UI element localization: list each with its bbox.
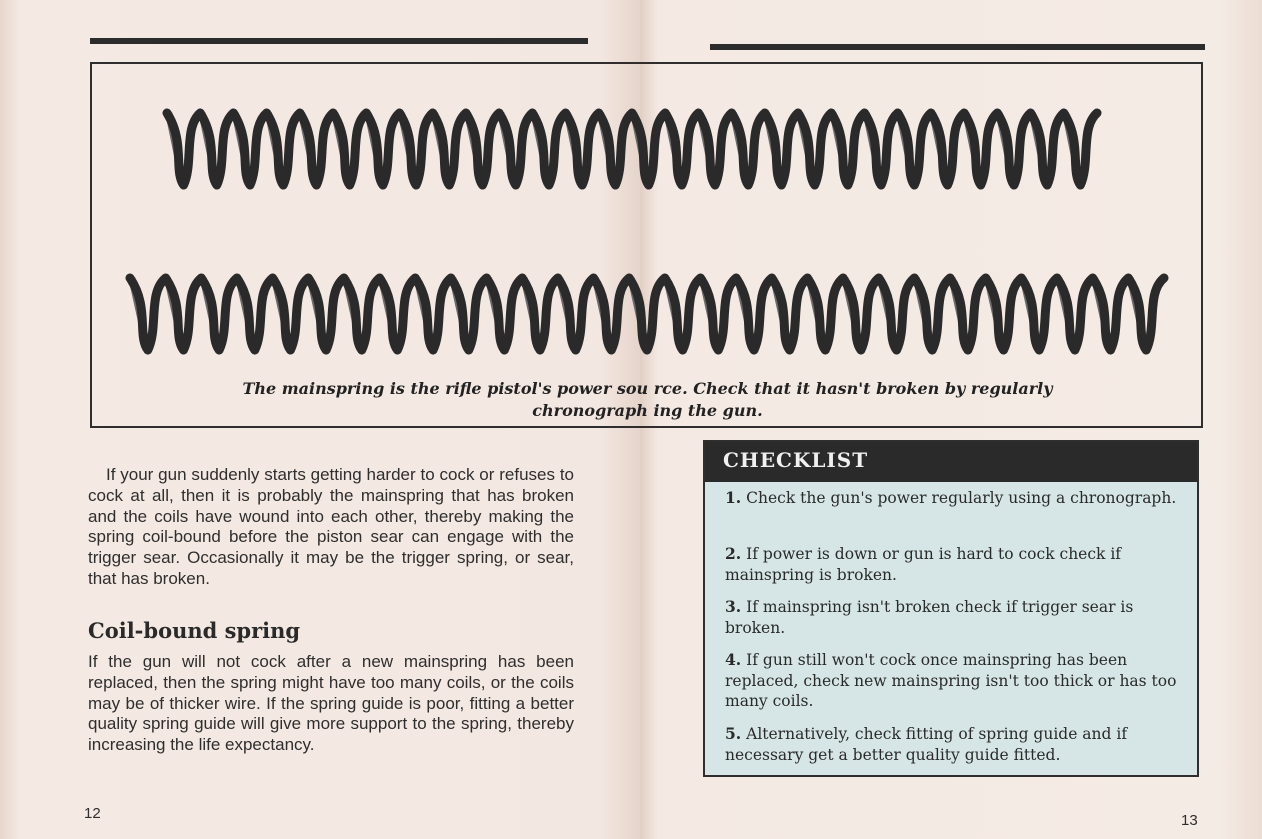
checklist-item-text: Alternatively, check fitting of spring guide and if necessary get a better quality guide fitted. [725, 725, 1128, 764]
page-number-left: 12 [84, 805, 101, 822]
figure-caption [100, 378, 1195, 422]
top-rule-left [90, 38, 588, 44]
checklist-item [725, 724, 1187, 765]
checklist-item-text: If mainspring isn't broken check if trigger sear is broken. [725, 598, 1134, 637]
top-rule-right [710, 44, 1205, 50]
spring-top-image [167, 113, 1097, 185]
checklist-item-number: 5. [725, 724, 742, 743]
mainspring-photo [92, 64, 1201, 426]
checklist-item-text: Check the gun's power regularly using a chronograph. [746, 489, 1177, 507]
checklist-item-number: 4. [725, 650, 742, 669]
body-paragraph-1: If your gun suddenly starts getting harder to cock or refuses to cock at all, then it is probably the mainspring that has broken and the coils have wound into each other, thereby making the spring coil-bound before the piston sear can engage with the trigger sear. Occasionally it may be the trigger spring, or sear, that has broken. [88, 465, 574, 588]
caption-line-2: chronograph ing the gun. [532, 401, 763, 420]
checklist-item-number: 2. [725, 544, 742, 563]
checklist-item-number: 1. [725, 488, 742, 507]
checklist-item [725, 597, 1187, 638]
checklist-item-number: 3. [725, 597, 742, 616]
checklist-item-text: If power is down or gun is hard to cock check if mainspring is broken. [725, 545, 1122, 584]
checklist-item-text: If gun still won't cock once mainspring has been replaced, check new mainspring isn't too thick or has too many coils. [725, 651, 1177, 710]
page-number-right: 13 [1181, 812, 1198, 829]
checklist-box [703, 440, 1199, 777]
checklist-item [725, 650, 1187, 712]
body-paragraph-2: If the gun will not cock after a new mainspring has been replaced, then the spring might have too many coils, or the coils may be of thicker wire. If the spring guide is poor, fitting a better quality spring guide will give more support to the spring, thereby increasing the life expectancy. [88, 652, 574, 755]
spring-figure [90, 62, 1203, 428]
spring-front-coils [167, 113, 1097, 185]
checklist-item [725, 544, 1187, 585]
checklist-item [725, 488, 1187, 509]
checklist-title: CHECKLIST [705, 442, 1197, 482]
spring-front-coils [130, 278, 1164, 350]
section-heading: Coil-bound spring [88, 618, 301, 643]
spring-bottom-image [130, 278, 1164, 350]
caption-line-1: The mainspring is the rifle pistol's power sou rce. Check that it hasn't broken by regularly [242, 379, 1053, 398]
